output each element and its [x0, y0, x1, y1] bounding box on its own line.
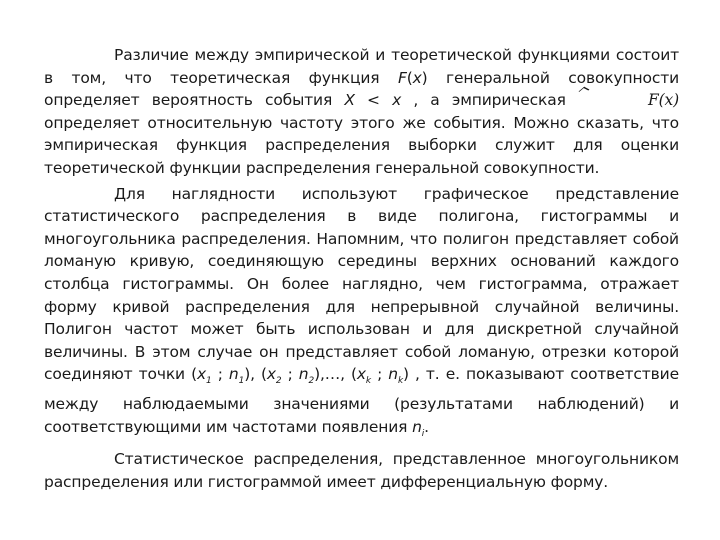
- xk-subscript: k: [365, 376, 371, 387]
- paragraph-1: [44, 44, 679, 180]
- xk-symbol: x: [356, 365, 366, 384]
- p1-text-1: Различие между эмпирической и теоретической функциями состоит в том, что теоретическая функция: [44, 46, 679, 87]
- p2-text-3: ),…, (: [314, 365, 357, 384]
- n2-symbol: n: [298, 365, 309, 384]
- sep-k: ;: [370, 365, 389, 384]
- x-symbol-2: x: [392, 91, 402, 110]
- p3-text-1: Статистическое распределения, представленное многоугольником распределения или гистограммой имеет дифференциальную форму.: [44, 450, 679, 491]
- n1-subscript: 1: [238, 376, 245, 387]
- p2-text-2: ), (: [244, 365, 267, 384]
- p1-text-3: , а эмпирическая: [401, 91, 578, 110]
- F-symbol: F: [397, 68, 407, 87]
- X-symbol: X: [344, 91, 355, 110]
- nk-symbol: n: [388, 365, 398, 384]
- x2-symbol: x: [266, 365, 276, 384]
- sep-1: ;: [211, 365, 229, 384]
- F-hat-argument: (x): [658, 91, 679, 110]
- x-symbol: x: [412, 68, 422, 87]
- text-block: [44, 44, 679, 493]
- x2-subscript: 2: [275, 376, 282, 387]
- paren-close: ): [421, 68, 428, 87]
- ni-symbol: n: [412, 417, 422, 436]
- nk-subscript: k: [397, 376, 404, 387]
- sep-2: ;: [281, 365, 299, 384]
- paragraph-2: [44, 183, 679, 446]
- F-hat-symbol: F: [578, 89, 659, 112]
- less-than: <: [354, 91, 393, 110]
- p2-text-4: ) , т. е. показывают соответствие между наблюдаемыми значениями (результатами наблюдений) и соответствующими им частотами появления: [44, 365, 679, 436]
- paragraph-3: [44, 448, 679, 493]
- n1-symbol: n: [228, 365, 239, 384]
- ni-subscript: i: [421, 428, 425, 439]
- x1-symbol: x: [197, 365, 207, 384]
- p2-text-5: .: [424, 417, 429, 436]
- paren-open: (: [406, 68, 413, 87]
- x1-subscript: 1: [206, 376, 212, 387]
- p1-text-2: генеральной совокупности определяет вероятность события: [44, 68, 680, 110]
- p2-text-1: Для наглядности используют графическое представление статистического распределения в виде полигона, гистограммы и многоугольника распределения. Напомним, что полигон представляет собой ломаную кривую, соединяющую середины верхних оснований каждого столбца гистограммы. Он более наглядно, чем гистограмма, отражает форму кривой распределения для непрерывной случайной величины. Полигон частот может быть использован и для дискретной случайной величины. В этом случае он представляет собой ломаную, отрезки которой соединяют точки (: [44, 184, 679, 384]
- n2-subscript: 2: [308, 376, 315, 387]
- p1-text-4: определяет относительную частоту этого же события. Можно сказать, что эмпирическая функция распределения выборки служит для оценки теоретической функции распределения генеральной совокупности.: [44, 113, 679, 177]
